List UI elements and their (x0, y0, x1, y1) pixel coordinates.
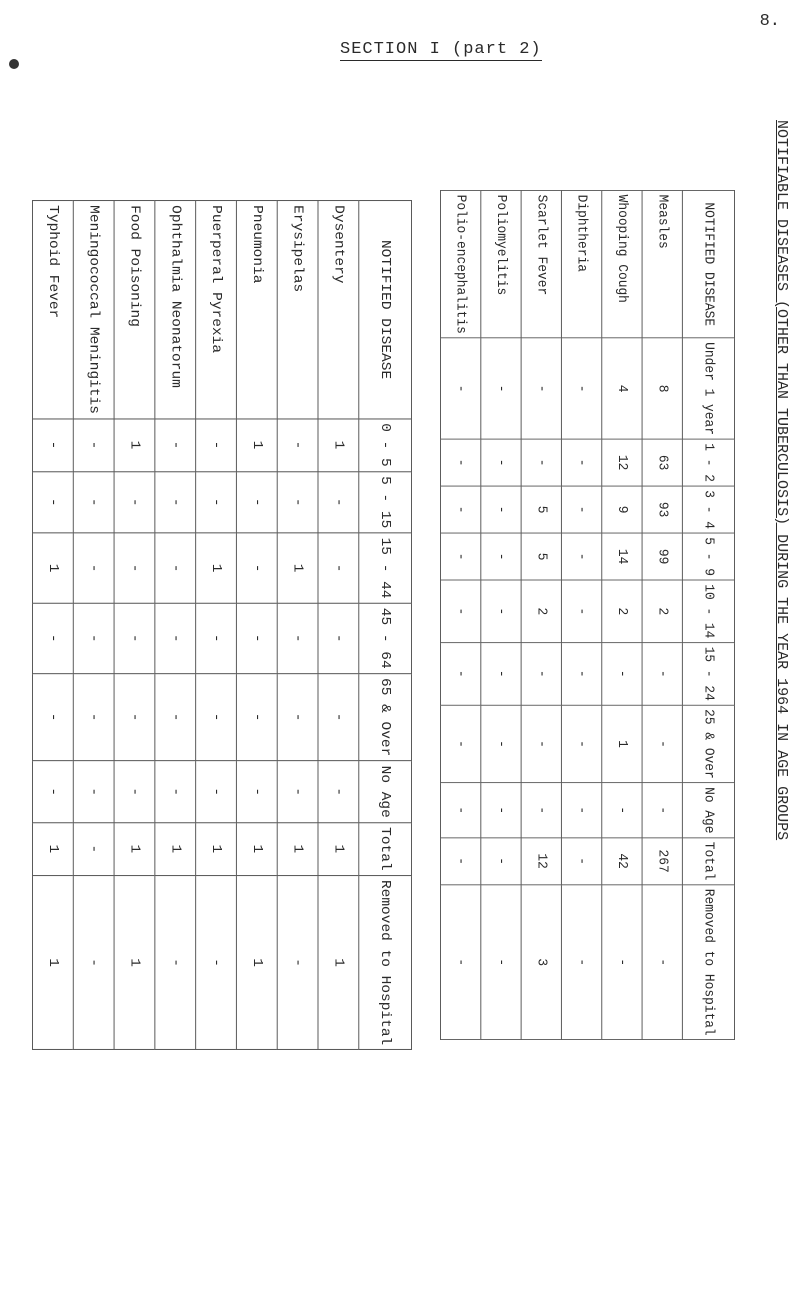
table-left-rotated (32, 200, 412, 1050)
table-cell: - (440, 885, 480, 1040)
disease-name: Whooping Cough (602, 190, 642, 338)
table-cell: - (32, 603, 73, 673)
disease-name: Dysentery (318, 201, 359, 419)
column-header: 3 - 4 (682, 486, 734, 533)
table-cell: - (277, 471, 318, 533)
table-cell: - (236, 673, 277, 761)
disease-name: Poliomyelitis (481, 190, 521, 338)
column-header: Total (359, 822, 412, 875)
table-cell: - (277, 603, 318, 673)
table-cell: - (521, 643, 561, 705)
side-title (760, 120, 790, 841)
table-cell: - (440, 439, 480, 486)
column-header: 5 - 15 (359, 471, 412, 533)
table-row (481, 190, 521, 1039)
disease-name: Ophthalmia Neonatorum (155, 201, 196, 419)
table-cell: 267 (642, 838, 682, 885)
table-cell: - (642, 643, 682, 705)
column-header-disease: NOTIFIED DISEASE (359, 201, 412, 419)
table-row (318, 201, 359, 1050)
table-cell: 1 (236, 822, 277, 875)
table-row (521, 190, 561, 1039)
table-cell: - (32, 761, 73, 823)
table-cell: 8 (642, 338, 682, 439)
table-cell: - (561, 705, 601, 783)
table-right-wrapper (440, 190, 735, 1040)
table-cell: - (561, 643, 601, 705)
table-cell: - (481, 439, 521, 486)
disease-name: Erysipelas (277, 201, 318, 419)
table-cell: - (114, 673, 155, 761)
disease-name: Meningococcal Meningitis (73, 201, 114, 419)
table-cell: - (318, 761, 359, 823)
table-cell: - (481, 838, 521, 885)
table-row (236, 201, 277, 1050)
table-cell: - (481, 643, 521, 705)
table-cell: - (481, 705, 521, 783)
table-cell: - (236, 603, 277, 673)
table-cell: 1 (32, 822, 73, 875)
table-cell: 1 (236, 419, 277, 472)
disease-name: Food Poisoning (114, 201, 155, 419)
column-header: 25 & Over (682, 705, 734, 783)
table-cell: 1 (277, 822, 318, 875)
table-cell: 1 (318, 419, 359, 472)
table-cell: - (236, 761, 277, 823)
table-cell: 2 (521, 580, 561, 642)
table-cell: - (642, 885, 682, 1040)
table-cell: 42 (602, 838, 642, 885)
table-row (73, 201, 114, 1050)
table-cell: 1 (318, 875, 359, 1050)
table-cell: 9 (602, 486, 642, 533)
table-cell: 93 (642, 486, 682, 533)
table-row (277, 201, 318, 1050)
table-cell: - (155, 419, 196, 472)
table-cell: - (440, 643, 480, 705)
table-cell: - (236, 471, 277, 533)
disease-name: Measles (642, 190, 682, 338)
disease-name: Diphtheria (561, 190, 601, 338)
table-cell: - (196, 419, 237, 472)
column-header: 0 - 5 (359, 419, 412, 472)
table-cell: - (440, 783, 480, 838)
notified-disease-table-left (32, 200, 412, 1050)
table-cell: - (561, 533, 601, 580)
column-header: 15 - 24 (682, 643, 734, 705)
table-cell: - (521, 439, 561, 486)
table-cell: 2 (642, 580, 682, 642)
table-cell: 63 (642, 439, 682, 486)
column-header-disease: NOTIFIED DISEASE (682, 190, 734, 338)
table-cell: - (561, 439, 601, 486)
table-cell: - (155, 875, 196, 1050)
table-cell: - (196, 603, 237, 673)
header-row (682, 190, 734, 1039)
table-cell: - (155, 471, 196, 533)
table-row (561, 190, 601, 1039)
table-cell: - (602, 783, 642, 838)
table-cell: - (73, 673, 114, 761)
table-cell: 1 (155, 822, 196, 875)
table-cell: - (440, 705, 480, 783)
table-row (155, 201, 196, 1050)
table-cell: 1 (32, 533, 73, 603)
table-cell: 3 (521, 885, 561, 1040)
punch-hole-icon (8, 58, 20, 70)
table-cell: - (32, 471, 73, 533)
table-cell: - (277, 673, 318, 761)
table-row (642, 190, 682, 1039)
table-cell: - (114, 603, 155, 673)
column-header: 15 - 44 (359, 533, 412, 603)
column-header: 1 - 2 (682, 439, 734, 486)
table-cell: - (114, 533, 155, 603)
table-cell: - (155, 533, 196, 603)
table-cell: - (155, 761, 196, 823)
table-cell: - (481, 783, 521, 838)
disease-name: Pneumonia (236, 201, 277, 419)
table-row (196, 201, 237, 1050)
table-cell: - (481, 486, 521, 533)
table-cell: 1 (318, 822, 359, 875)
table-row (114, 201, 155, 1050)
table-cell: 4 (602, 338, 642, 439)
table-cell: - (440, 533, 480, 580)
table-cell: - (561, 580, 601, 642)
column-header: Total (682, 838, 734, 885)
table-cell: 14 (602, 533, 642, 580)
table-cell: 1 (114, 419, 155, 472)
table-cell: - (521, 338, 561, 439)
table-cell: 12 (602, 439, 642, 486)
table-cell: - (481, 885, 521, 1040)
table-cell: - (440, 580, 480, 642)
table-row (32, 201, 73, 1050)
section-title: SECTION I (part 2) (340, 40, 542, 59)
table-cell: - (561, 486, 601, 533)
table-cell: - (73, 822, 114, 875)
table-cell: 1 (236, 875, 277, 1050)
disease-name: Puerperal Pyrexia (196, 201, 237, 419)
column-header: No Age (682, 783, 734, 838)
table-cell: - (236, 533, 277, 603)
table-cell: - (196, 471, 237, 533)
table-cell: - (440, 486, 480, 533)
table-cell: - (73, 761, 114, 823)
table-cell: - (32, 673, 73, 761)
table-cell: - (481, 338, 521, 439)
column-header: 10 - 14 (682, 580, 734, 642)
table-row (602, 190, 642, 1039)
column-header: 45 - 64 (359, 603, 412, 673)
table-cell: - (561, 838, 601, 885)
table-cell: - (73, 533, 114, 603)
column-header: Removed to Hospital (682, 885, 734, 1040)
side-title-text: NOTIFIABLE DISEASES (OTHER THAN TUBERCULOSIS) DURING THE YEAR 1964 IN AGE GROUPS (773, 120, 790, 841)
column-header: No Age (359, 761, 412, 823)
table-cell: 1 (114, 875, 155, 1050)
table-cell: - (155, 673, 196, 761)
table-cell: 1 (32, 875, 73, 1050)
header-row (359, 201, 412, 1050)
table-cell: - (277, 761, 318, 823)
table-cell: - (602, 643, 642, 705)
table-cell: - (196, 673, 237, 761)
table-cell: 12 (521, 838, 561, 885)
column-header: 5 - 9 (682, 533, 734, 580)
table-cell: 5 (521, 486, 561, 533)
notified-disease-table-right (440, 190, 735, 1040)
table-cell: - (277, 875, 318, 1050)
table-cell: - (196, 875, 237, 1050)
table-row (440, 190, 480, 1039)
table-cell: - (561, 885, 601, 1040)
table-cell: - (277, 419, 318, 472)
table-cell: - (73, 419, 114, 472)
table-cell: - (114, 761, 155, 823)
column-header: Under 1 year (682, 338, 734, 439)
table-right-rotated (440, 190, 735, 1040)
table-left-wrapper (32, 200, 412, 1050)
table-cell: - (318, 533, 359, 603)
table-cell: - (73, 875, 114, 1050)
table-cell: - (642, 783, 682, 838)
table-cell: - (440, 838, 480, 885)
column-header: Removed to Hospital (359, 875, 412, 1050)
table-cell: 1 (114, 822, 155, 875)
table-cell: - (561, 783, 601, 838)
table-cell: - (521, 783, 561, 838)
table-cell: 1 (602, 705, 642, 783)
table-cell: 99 (642, 533, 682, 580)
table-cell: - (318, 603, 359, 673)
disease-name: Typhoid Fever (32, 201, 73, 419)
table-cell: - (73, 471, 114, 533)
table-cell: - (155, 603, 196, 673)
table-cell: - (196, 761, 237, 823)
table-cell: - (481, 533, 521, 580)
page-number: 8. (759, 12, 780, 31)
table-cell: 1 (277, 533, 318, 603)
table-cell: - (73, 603, 114, 673)
table-cell: 5 (521, 533, 561, 580)
table-cell: 1 (196, 822, 237, 875)
table-cell: - (114, 471, 155, 533)
table-cell: - (32, 419, 73, 472)
table-cell: - (481, 580, 521, 642)
table-cell: - (521, 705, 561, 783)
disease-name: Scarlet Fever (521, 190, 561, 338)
disease-name: Polio-encephalitis (440, 190, 480, 338)
column-header: 65 & Over (359, 673, 412, 761)
table-cell: - (318, 673, 359, 761)
table-cell: - (642, 705, 682, 783)
table-cell: 1 (196, 533, 237, 603)
table-cell: - (561, 338, 601, 439)
table-cell: - (602, 885, 642, 1040)
table-cell: - (440, 338, 480, 439)
table-cell: - (318, 471, 359, 533)
table-cell: 2 (602, 580, 642, 642)
